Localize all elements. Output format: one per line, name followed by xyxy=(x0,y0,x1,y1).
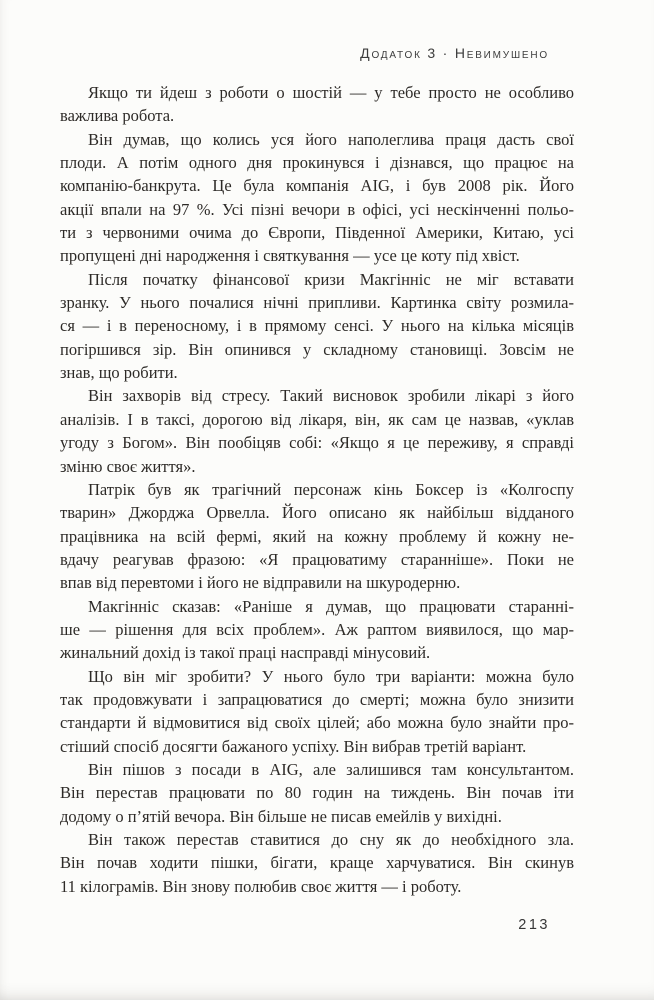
text-line: ше — рішення для всіх проблем». Аж раптом виявилося, що мар- xyxy=(60,619,574,639)
paragraph xyxy=(60,828,574,898)
text-line: зміню своє життя». xyxy=(60,456,196,476)
text-line: угоду з Богом». Він пообіцяв собі: «Якщо я це переживу, я справді xyxy=(60,433,574,453)
text-line: впав від перевтоми і його не відправили на шкуродерню. xyxy=(60,573,461,593)
text-line: ти з червоними очима до Європи, Південної Америки, Китаю, усі xyxy=(60,223,574,243)
page-number: 213 xyxy=(518,917,550,933)
text-line: працівника на всій фермі, який на кожну проблему й кожну не- xyxy=(60,526,574,546)
paragraph xyxy=(60,81,574,128)
text-line: Він перестав працювати по 80 годин на тиждень. Він почав іти xyxy=(60,783,574,803)
paragraph xyxy=(60,595,574,665)
text-line: стандарти й відмовитися від своїх цілей; або можна було знайти про- xyxy=(60,713,574,733)
text-line: тварин» Джорджа Орвелла. Його описано як найбільш відданого xyxy=(60,503,574,523)
text-line: зранку. У нього почалися нічні припливи. Картинка світу розмила- xyxy=(60,293,574,313)
text-line: ся — і в переносному, і в прямому сенсі. У нього на кілька місяців xyxy=(60,316,574,336)
text-line: жинальний дохід із такої праці насправді мінусовий. xyxy=(60,643,431,663)
text-line: Патрік був як трагічний персонаж кінь Боксер із «Колгоспу xyxy=(88,479,574,499)
text-line: вдачу реагував фразою: «Я працюватиму старанніше». Поки не xyxy=(60,549,574,569)
paragraph xyxy=(60,758,574,828)
text-line: Він захворів від стресу. Такий висновок зробили лікарі з його xyxy=(88,386,574,406)
text-line: пропущені дні народження і святкування — усе це коту під хвіст. xyxy=(60,246,520,266)
text-line: компанію-банкрута. Це була компанія AIG, і був 2008 рік. Його xyxy=(60,176,574,196)
running-head: Додаток 3 · Невимушено xyxy=(360,45,549,61)
paragraph xyxy=(60,128,574,268)
paragraph xyxy=(60,268,574,385)
text-line: плоди. А потім одного дня прокинувся і дізнався, що працює на xyxy=(60,153,574,173)
text-line: Якщо ти йдеш з роботи о шостій — у тебе просто не особливо xyxy=(88,83,574,102)
paragraph xyxy=(60,665,574,758)
text-line: Він також перестав ставитися до сну як до необхідного зла. xyxy=(88,830,574,849)
text-line: погіршився зір. Він опинився у складному становищі. Зовсім не xyxy=(60,339,574,359)
text-line: важлива робота. xyxy=(60,106,175,126)
text-line: Після початку фінансової кризи Макгінніс не міг вставати xyxy=(88,269,574,289)
text-block xyxy=(60,81,574,898)
text-line: знав, що робити. xyxy=(60,363,178,383)
paragraph xyxy=(60,384,574,477)
paragraph xyxy=(60,478,574,595)
text-line: Він пішов з посади в AIG, але залишився там консультантом. xyxy=(88,759,574,779)
text-line: Він почав ходити пішки, бігати, краще харчуватися. Він скинув xyxy=(60,853,574,873)
text-line: акції впали на 97 %. Усі пізні вечори в офісі, усі нескінченні польо- xyxy=(60,199,574,219)
text-line: стіший спосіб досягти бажаного успіху. Він вибрав третій варіант. xyxy=(60,736,527,756)
text-line: Що він міг зробити? У нього було три варіанти: можна було xyxy=(88,666,574,686)
text-line: Макгінніс сказав: «Раніше я думав, що працювати старанні- xyxy=(88,596,574,616)
text-line: Він думав, що колись уся його наполеглива праця дасть свої xyxy=(88,129,574,149)
text-line: так продовжувати і запрацюватися до смерті; можна було знизити xyxy=(60,689,574,709)
text-line: додому о п’ятій вечора. Він більше не писав емейлів у вихідні. xyxy=(60,806,502,826)
text-line: аналізів. І в таксі, дорогою від лікаря, він, як сам це назвав, «уклав xyxy=(60,409,574,429)
text-line: 11 кілограмів. Він знову полюбив своє життя — і роботу. xyxy=(60,876,462,896)
